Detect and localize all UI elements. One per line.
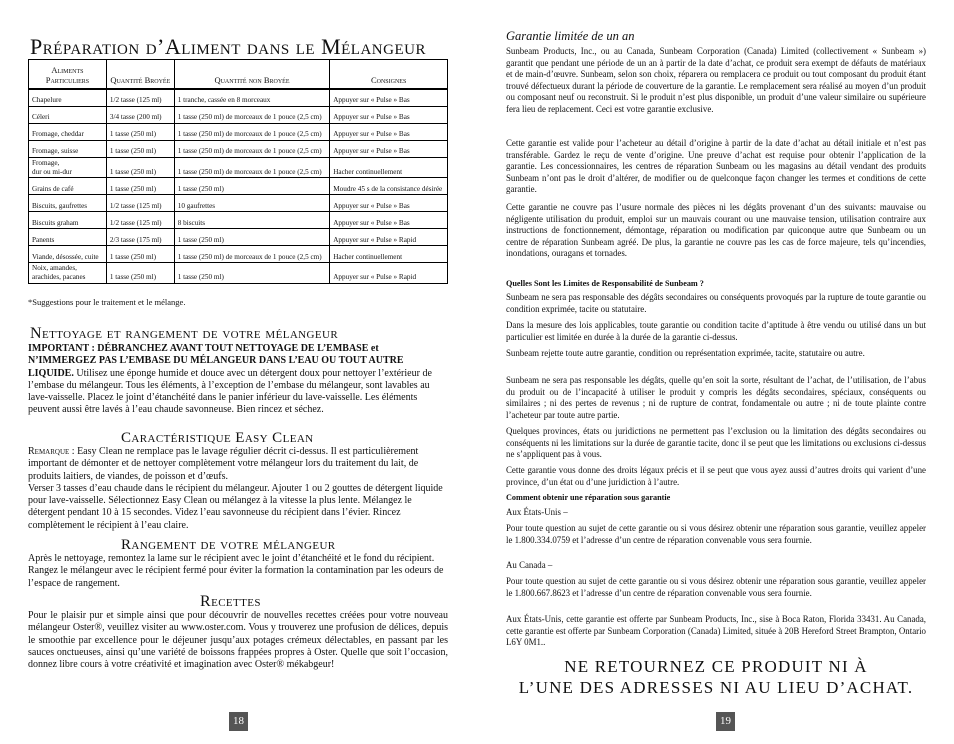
table-row xyxy=(29,212,448,229)
table-cell: Fromage, cheddar xyxy=(29,124,107,141)
easy-clean-paragraph xyxy=(28,446,446,532)
cleaning-heading: Nettoyage et rangement de votre mélangeur xyxy=(30,325,339,342)
table-cell: 1 tasse (250 ml) de morceaux de 1 pouce (2,5 cm) xyxy=(174,158,330,178)
table-cell: 1 tasse (250 ml) xyxy=(174,263,330,283)
table-cell: Appuyer sur « Pulse » Bas xyxy=(330,124,448,141)
table-cell: Grains de café xyxy=(29,178,107,195)
warranty-paragraph-5: Dans la mesure des lois applicables, toute garantie ou condition tacite d’aptitude à être vendu ou utilisé dans un but particulier est limitée en durée à la durée de la garantie ci-dessus. xyxy=(506,320,926,342)
table-row xyxy=(29,89,448,107)
table-cell: 1/2 tasse (125 ml) xyxy=(106,89,174,107)
table-cell: Fromage, dur ou mi-dur xyxy=(29,158,107,178)
storage-paragraph: Après le nettoyage, remontez la lame sur le récipient avec le joint d’étanchéité et le fond du récipient. Rangez le mélangeur avec le récipient fermé pour éviter la formation la contamination par les odeurs de l’espace de rangement. xyxy=(28,553,444,589)
easy-clean-steps: Verser 3 tasses d’eau chaude dans le récipient du mélangeur. Ajouter 1 ou 2 gouttes de détergent liquide pour lave-vaisselle. Sélectionnez Easy Clean ou mélangez à la vitesse la plus lente. Mélangez le détergent pendant 10 à 15 secondes. Videz l’eau savonneuse du récipient dans l’évier. Rincez complètement le récipient à l’eau claire. xyxy=(28,482,443,531)
table-row xyxy=(29,158,448,178)
food-preparation-table xyxy=(28,59,448,284)
easy-clean-text: Easy Clean ne remplace pas le lavage régulier décrit ci-dessus. Il est particulièrement important de démonter et de nettoyer complètement votre mélangeur lors du traitement du lait, de produits laitiers, de viandes, de poisson et d’œufs. xyxy=(28,446,419,482)
storage-heading: Rangement de votre mélangeur xyxy=(121,537,336,553)
table-cell: 1 tasse (250 ml) de morceaux de 1 pouce (2,5 cm) xyxy=(174,246,330,263)
table-cell: 1 tasse (250 ml) xyxy=(106,124,174,141)
remark-label: Remarque : xyxy=(28,446,75,457)
warranty-paragraph-10: Pour toute question au sujet de cette garantie ou si vous désirez obtenir une réparation sous garantie, veuillez appeler le 1.800.334.0759 et l’adresse d’un centre de réparation convenable vous sera fournie. xyxy=(506,523,926,545)
table-cell: 1 tasse (250 ml) xyxy=(106,141,174,158)
table-cell: Viande, désossée, cuite xyxy=(29,246,107,263)
table-cell: Moudre 45 s de la consistance désirée xyxy=(330,178,448,195)
return-warning-line-1: NE RETOURNEZ CE PRODUIT NI À xyxy=(564,657,868,676)
table-cell: Appuyer sur « Pulse » Bas xyxy=(330,107,448,124)
recipes-paragraph: Pour le plaisir pur et simple ainsi que pour découvrir de nouvelles recettes créées pour votre nouveau mélangeur Oster®, veuillez visiter au www.oster.com. Vous y trouverez une profusion de délices, depuis le smoothie par excellence pour le déjeuner jusqu’aux potages crémeux délectables, en passant par les sauces onctueuses, ainsi qu’une variété de boissons frappées propres à Oster. Quelle que soit l’occasion, donnez libre cours à votre créativité et imagination avec Oster® mékabgeur! xyxy=(28,610,448,671)
table-cell: Céleri xyxy=(29,107,107,124)
page-number-left: 18 xyxy=(229,712,248,731)
warranty-paragraph-4: Sunbeam ne sera pas responsable des dégâts secondaires ou conséquents provoqués par la rupture de toute garantie ou condition exprimée, tacite ou statutaire. xyxy=(506,292,926,314)
column-header: Quantité Broyée xyxy=(106,60,174,90)
repair-heading: Comment obtenir une réparation sous garantie xyxy=(506,493,671,502)
return-warning xyxy=(506,656,926,698)
table-footnote: *Suggestions pour le traitement et le mélange. xyxy=(28,297,186,307)
warranty-paragraph-11: Pour toute question au sujet de cette garantie ou si vous désirez obtenir une réparation sous garantie, veuillez appeler le 1.800.667.8623 et l’adresse d’un centre de réparation convenable vous sera fournie. xyxy=(506,576,926,598)
table-row xyxy=(29,141,448,158)
page-title: Préparation d’Aliment dans le Mélangeur xyxy=(30,34,426,59)
table-cell: 1 tasse (250 ml) xyxy=(106,263,174,283)
warranty-title: Garantie limitée de un an xyxy=(506,29,635,43)
table-cell: Appuyer sur « Pulse » Rapid xyxy=(330,229,448,246)
warranty-paragraph-2: Cette garantie est valide pour l’acheteur au détail d’origine à partir de la date d’achat au détail initiale et n’est pas transférable. Gardez le reçu de vente d’origine. Une preuve d’achat est requise pour obtenir l’application de la garantie. Les concessionnaires, les centres de réparation Sunbeam ou les magasins au détail vendant des produits Sunbeam n’ont pas le droit d’altérer, de modifier ou de quelconque façon changer les termes et conditions de cette garantie. xyxy=(506,138,926,195)
table-cell: 1 tasse (250 ml) xyxy=(106,178,174,195)
table-cell: 1/2 tasse (125 ml) xyxy=(106,212,174,229)
table-cell: 1 tasse (250 ml) xyxy=(106,246,174,263)
table-cell: 1 tasse (250 ml) xyxy=(106,158,174,178)
table-row xyxy=(29,195,448,212)
table-cell: 3/4 tasse (200 ml) xyxy=(106,107,174,124)
recipes-heading: Recettes xyxy=(200,593,261,610)
table-cell: 1/2 tasse (125 ml) xyxy=(106,195,174,212)
table-cell: 1 tasse (250 ml) de morceaux de 1 pouce (2,5 cm) xyxy=(174,107,330,124)
table-cell: Hacher continuellement xyxy=(330,246,448,263)
warranty-paragraph-9: Cette garantie vous donne des droits légaux précis et il se peut que vous ayez aussi d’autres droits qui varient d’une province, d’un état ou d’une juridiction à l’autre. xyxy=(506,465,926,487)
warranty-paragraph-12: Aux États-Unis, cette garantie est offerte par Sunbeam Products, Inc., sise à Boca Raton, Florida 33431. Au Canada, cette garantie est offerte par Sunbeam Corporation (Canada) Limited, située à 20B Hereford Street Brampton, Ontario L6Y 0M1.. xyxy=(506,614,926,648)
table-cell: Appuyer sur « Pulse » Rapid xyxy=(330,263,448,283)
column-header: Quantité non Broyée xyxy=(174,60,330,90)
table-cell: Appuyer sur « Pulse » Bas xyxy=(330,195,448,212)
warranty-paragraph-8: Quelques provinces, états ou juridictions ne permettent pas l’exclusion ou la limitation des dégâts secondaires ou conséquents ni les limitations sur la durée de garantie tacite, donc il se peut que les limitations ou exclusions ci-dessus ne s’appliquent pas à vous. xyxy=(506,426,926,460)
easy-clean-heading: Caractéristique Easy Clean xyxy=(121,430,314,446)
table-cell: 1 tasse (250 ml) xyxy=(174,178,330,195)
column-header: Consignes xyxy=(330,60,448,90)
cleaning-paragraph xyxy=(28,343,446,417)
table-cell: Chapelure xyxy=(29,89,107,107)
table-cell: 1 tasse (250 ml) de morceaux de 1 pouce (2,5 cm) xyxy=(174,124,330,141)
table-row xyxy=(29,246,448,263)
warranty-paragraph-3: Cette garantie ne couvre pas l’usure normale des pièces ni les dégâts provenant d’un des suivants: mauvaise ou négligente utilisation du produit, emploi sur un mauvais courant ou une mauvaise tension, utilisation contraire aux instructions de fonctionnement, démontage, réparation ou modification par quiconque autre que Sunbeam ou un centre de réparation Sunbeam agréé. De plus, la garantie ne couvre pas les cas de force majeure, tels qu’incendies, inondations, ouragans et tornades. xyxy=(506,202,926,259)
table-cell: 1 tasse (250 ml) de morceaux de 1 pouce (2,5 cm) xyxy=(174,141,330,158)
table-header-row xyxy=(29,60,448,90)
table-cell: 1 tranche, cassée en 8 morceaux xyxy=(174,89,330,107)
table-cell: 1 tasse (250 ml) xyxy=(174,229,330,246)
table-cell: 10 gaufrettes xyxy=(174,195,330,212)
return-warning-line-2: L’UNE DES ADRESSES NI AU LIEU D’ACHAT. xyxy=(518,678,914,697)
table-row xyxy=(29,263,448,283)
table-cell: Panents xyxy=(29,229,107,246)
warranty-paragraph-7: Sunbeam ne sera pas responsable les dégâts, quelle qu’en soit la sorte, résultant de l’achat, de l’utilisation, de l’abus du produit ou de l’incapacité à utiliser le produit y compris les dégâts secondaires, spéciaux, conséquents ou similaires ; ni des pertes de revenus ; ni de rupture de contrat, fondamentale ou autre ; ni de toute plainte contre l’acheteur par toute autre partie. xyxy=(506,375,926,420)
table-cell: Appuyer sur « Pulse » Bas xyxy=(330,89,448,107)
table-cell: Fromage, suisse xyxy=(29,141,107,158)
warranty-paragraph-1: Sunbeam Products, Inc., ou au Canada, Sunbeam Corporation (Canada) Limited (collectivement « Sunbeam ») garantit que pendant une période de un an à partir de la date d’achat, ce produit sera exempt de défauts de matériaux et de main-d’œuvre. Sunbeam, selon son choix, réparera ou remplacera ce produit ou tout composant du produit étant trouvé défectueux durant la période de couverture de la garantie. Le remplacement sera réalisé au moyen d’un produit ou composant neuf ou reconstruit. Si le produit n’est plus disponible, un produit d’une valeur similaire ou supérieure fera lieu de replacement. Ceci est votre garantie exclusive. xyxy=(506,46,926,114)
warranty-paragraph-6: Sunbeam rejette toute autre garantie, condition ou représentation exprimée, tacite, statutaire ou autre. xyxy=(506,348,865,358)
cleaning-text: Utilisez une éponge humide et douce avec un détergent doux pour nettoyer l’extérieur de l’embase du mélangeur. Tous les éléments, à l’exception de l’embase du mélangeur, sont lavables au lave-vaisselle. Placez le joint d’étanchéité dans le panier inférieur du lave-vaisselle. Les éléments peuvent aussi être lavés à l’eau chaude savonneuse. Bien rincez et séchez. xyxy=(28,367,432,416)
table-cell: Appuyer sur « Pulse » Bas xyxy=(330,212,448,229)
us-label: Aux États-Unis – xyxy=(506,507,568,517)
canada-label: Au Canada – xyxy=(506,560,553,570)
table-cell: Hacher continuellement xyxy=(330,158,448,178)
table-cell: Appuyer sur « Pulse » Bas xyxy=(330,141,448,158)
table-cell: Biscuits graham xyxy=(29,212,107,229)
table-cell: 2/3 tasse (175 ml) xyxy=(106,229,174,246)
cleaning-warning: IMPORTANT : DÉBRANCHEZ AVANT TOUT NETTOYAGE DE L’EMBASE et N’IMMERGEZ PAS L’EMBASE DU MÉLANGEUR DANS L’EAU OU TOUT AUTRE LIQUIDE. xyxy=(28,343,404,379)
column-header: Aliments Particuliers xyxy=(29,60,107,90)
table-cell: Noix, amandes, arachides, pacanes xyxy=(29,263,107,283)
table-cell: 8 biscuits xyxy=(174,212,330,229)
table-row xyxy=(29,124,448,141)
table-row xyxy=(29,178,448,195)
table-row xyxy=(29,107,448,124)
table-row xyxy=(29,229,448,246)
page-number-right: 19 xyxy=(716,712,735,731)
liability-heading: Quelles Sont les Limites de Responsabilité de Sunbeam ? xyxy=(506,279,704,288)
table-cell: Biscuits, gaufrettes xyxy=(29,195,107,212)
